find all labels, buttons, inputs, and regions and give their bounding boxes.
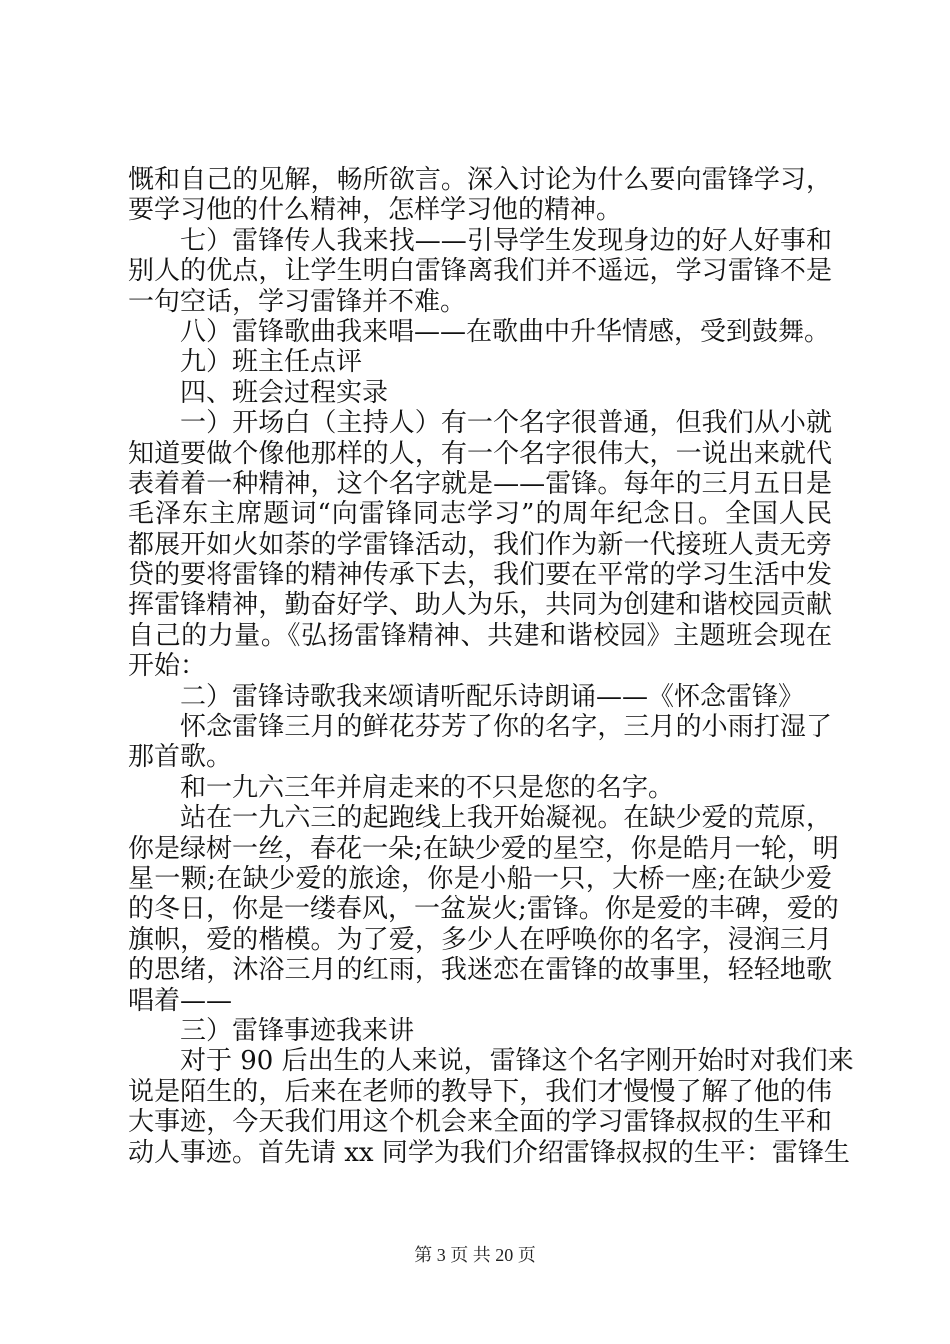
text-line: 那首歌。: [128, 742, 233, 773]
text-line: 对于 90 后出生的人来说，雷锋这个名字刚开始时对我们来: [180, 1046, 854, 1077]
text-line: 都展开如火如荼的学雷锋活动，我们作为新一代接班人责无旁: [128, 529, 832, 560]
text-line: 星一颗;在缺少爱的旅途，你是小船一只，大桥一座;在缺少爱: [128, 863, 832, 894]
text-line: 开始：: [128, 651, 207, 682]
text-line: 七）雷锋传人我来找——引导学生发现身边的好人好事和: [180, 225, 832, 256]
text-line: 唱着——: [128, 985, 233, 1016]
text-line: 知道要做个像他那样的人，有一个名字很伟大，一说出来就代: [128, 438, 832, 469]
text-line: 动人事迹。首先请 xx 同学为我们介绍雷锋叔叔的生平：雷锋生: [128, 1137, 850, 1168]
text-line: 八）雷锋歌曲我来唱——在歌曲中升华情感，受到鼓舞。: [180, 316, 831, 347]
text-line: 挥雷锋精神，勤奋好学、助人为乐，共同为创建和谐校园贡献: [128, 590, 832, 621]
text-line: 毛泽东主席题词“向雷锋同志学习”的周年纪念日。全国人民: [128, 499, 832, 530]
text-line: 一）开场白（主持人）有一个名字很普通，但我们从小就: [180, 408, 832, 439]
page-footer: 第 3 页 共 20 页: [414, 1245, 536, 1265]
text-line: 二）雷锋诗歌我来颂请听配乐诗朗诵——《怀念雷锋》: [180, 681, 805, 712]
text-line: 站在一九六三的起跑线上我开始凝视。在缺少爱的荒原，: [180, 803, 832, 834]
text-line: 旗帜，爱的楷模。为了爱，多少人在呼唤你的名字，浸润三月: [128, 924, 832, 955]
text-line: 你是绿树一丝，春花一朵;在缺少爱的星空，你是皓月一轮，明: [128, 833, 839, 864]
text-line: 贷的要将雷锋的精神传承下去，我们要在平常的学习生活中发: [128, 560, 832, 591]
text-line: 一句空话，学习雷锋并不难。: [128, 286, 467, 317]
text-line: 四、班会过程实录: [180, 377, 389, 408]
text-line: 自己的力量。《弘扬雷锋精神、共建和谐校园》主题班会现在: [128, 620, 832, 651]
text-line: 九）班主任点评: [180, 347, 363, 378]
text-line: 别人的优点，让学生明白雷锋离我们并不遥远，学习雷锋不是: [128, 256, 832, 287]
text-line: 说是陌生的，后来在老师的教导下，我们才慢慢了解了他的伟: [128, 1076, 832, 1107]
body-text: [128, 165, 854, 1168]
text-line: 表着着一种精神，这个名字就是——雷锋。每年的三月五日是: [128, 468, 832, 499]
text-line: 的冬日，你是一缕春风，一盆炭火;雷锋。你是爱的丰碑，爱的: [128, 894, 839, 925]
text-line: 要学习他的什么精神，怎样学习他的精神。: [128, 195, 623, 226]
text-line: 慨和自己的见解，畅所欲言。深入讨论为什么要向雷锋学习，: [128, 165, 832, 195]
text-line: 三）雷锋事迹我来讲: [180, 1015, 415, 1046]
text-line: 和一九六三年并肩走来的不只是您的名字。: [180, 772, 675, 803]
text-line: 的思绪，沐浴三月的红雨，我迷恋在雷锋的故事里，轻轻地歌: [128, 955, 832, 986]
text-line: 大事迹，今天我们用这个机会来全面的学习雷锋叔叔的生平和: [128, 1107, 832, 1138]
text-line: 怀念雷锋三月的鲜花芬芳了你的名字，三月的小雨打湿了: [180, 712, 832, 743]
